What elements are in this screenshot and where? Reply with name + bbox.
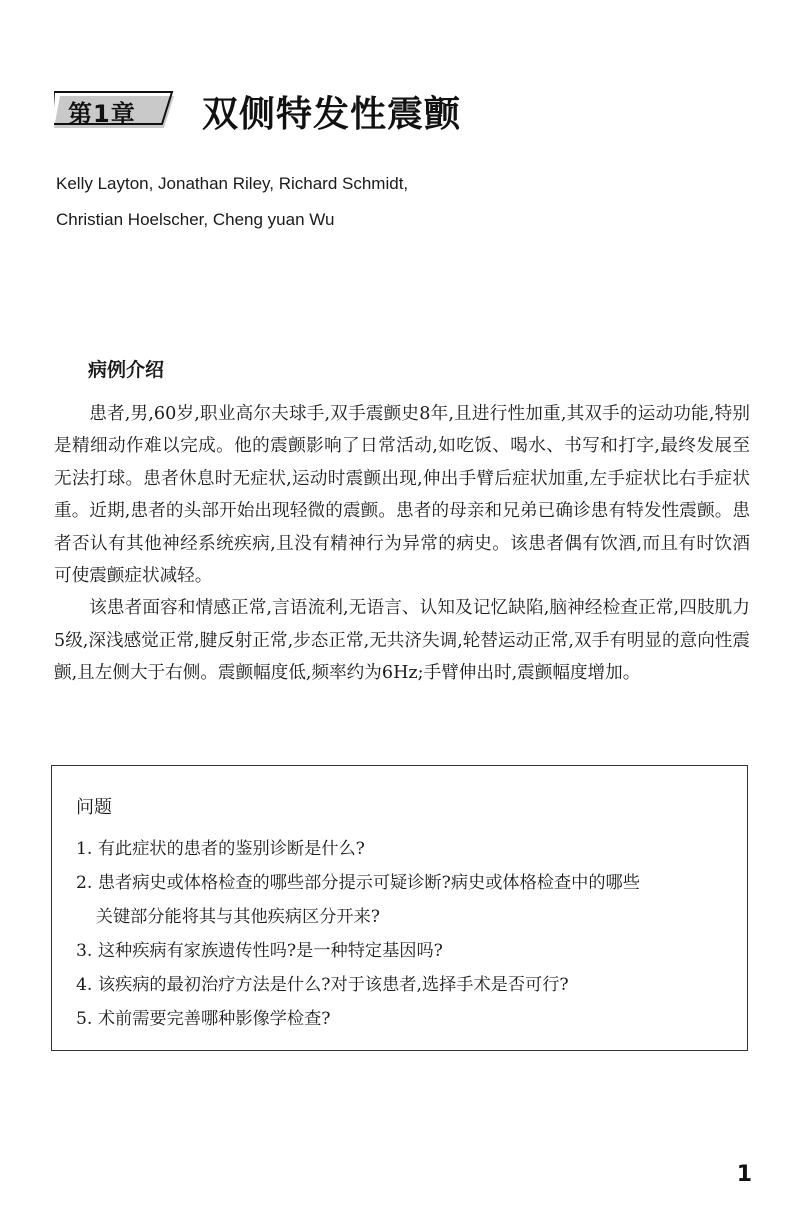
chapter-label: 第1章: [68, 100, 136, 128]
question-item-2: 2. 患者病史或体格检查的哪些部分提示可疑诊断?病史或体格检查中的哪些: [76, 873, 640, 893]
question-item-5: 5. 术前需要完善哪种影像学检查?: [76, 1009, 331, 1029]
case-paragraph-1: 患者,男,60岁,职业高尔夫球手,双手震颤史8年,且进行性加重,其双手的运动功能,特别是精细动作难以完成。他的震颤影响了日常活动,如吃饭、喝水、书写和打字,最终发展至无法打球。患者休息时无症状,运动时震颤出现,伸出手臂后症状加重,左手症状比右手症状重。近期,患者的头部开始出现轻微的震颤。患者的母亲和兄弟已确诊患有特发性震颤。患者否认有其他神经系统疾病,且没有精神行为异常的病史。该患者偶有饮酒,而且有时饮酒可使震颤症状减轻。: [54, 404, 750, 587]
question-item-4: 4. 该疾病的最初治疗方法是什么?对于该患者,选择手术是否可行?: [76, 975, 569, 995]
case-body: [54, 398, 750, 690]
section-heading-case: 病例介绍: [88, 359, 165, 381]
question-item-2-continuation: 关键部分能将其与其他疾病区分开来?: [95, 907, 380, 927]
chapter-title: 双侧特发性震颤: [202, 94, 462, 135]
author-list: [56, 166, 408, 238]
question-item-1: 1. 有此症状的患者的鉴别诊断是什么?: [76, 839, 365, 859]
author-line-2: Christian Hoelscher, Cheng yuan Wu: [56, 210, 335, 229]
page-number: 1: [736, 1162, 752, 1187]
question-box: [51, 765, 748, 1051]
author-line-1: Kelly Layton, Jonathan Riley, Richard Schmidt,: [56, 174, 409, 193]
question-list: [76, 832, 736, 1036]
chapter-badge: [54, 90, 176, 128]
question-item-3: 3. 这种疾病有家族遗传性吗?是一种特定基因吗?: [76, 941, 443, 961]
question-box-title: 问题: [76, 797, 112, 818]
chapter-header: [54, 84, 524, 136]
case-paragraph-2: 该患者面容和情感正常,言语流利,无语言、认知及记忆缺陷,脑神经检查正常,四肢肌力5级,深浅感觉正常,腱反射正常,步态正常,无共济失调,轮替运动正常,双手有明显的意向性震颤,且左侧大于右侧。震颤幅度低,频率约为6Hz;手臂伸出时,震颤幅度增加。: [54, 598, 750, 684]
